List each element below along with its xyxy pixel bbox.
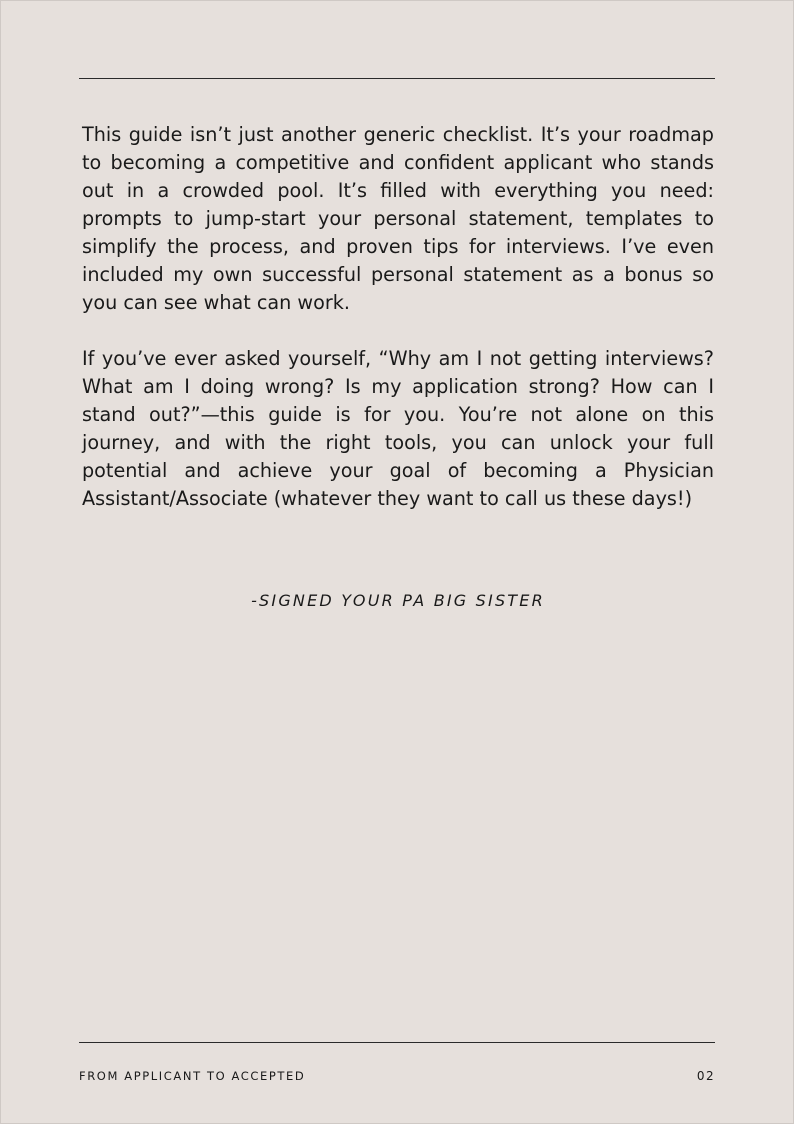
body-text (82, 121, 714, 513)
intro-paragraph: This guide isn’t just another generic checklist. It’s your roadmap to becoming a competitive and confident applicant who stands out in a crowded pool. It’s filled with everything you need: prompts to jump-start your personal statement, templates to simplify the process, and proven tips for interviews. I’ve even included my own successful personal statement as a bonus so you can see what can work. (82, 123, 714, 314)
bottom-divider (79, 1042, 715, 1043)
top-divider (79, 78, 715, 79)
second-paragraph: If you’ve ever asked yourself, “Why am I not getting interviews? What am I doing wrong? Is my application strong? How can I stand out?”—this guide is for you. You’re not alone on this journey, and with the right tools, you can unlock your full potential and achieve your goal of becoming a Physician Assistant/Associate (whatever they want to call us these days!) (82, 347, 714, 510)
footer-title: FROM APPLICANT TO ACCEPTED (79, 1069, 306, 1083)
signature: -SIGNED YOUR PA BIG SISTER (251, 591, 545, 610)
page-number: 02 (696, 1069, 715, 1083)
